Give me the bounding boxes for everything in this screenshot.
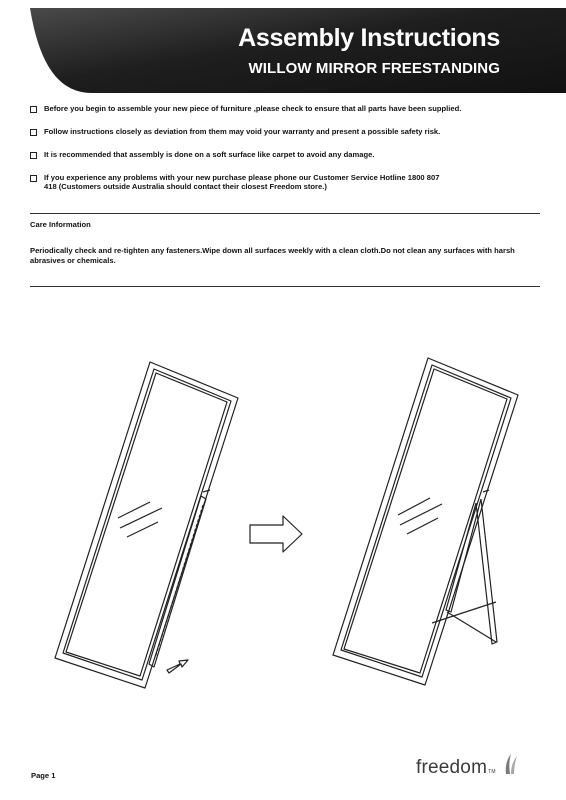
page-number: Page 1	[31, 771, 56, 780]
list-item	[30, 150, 550, 159]
mirror-folded-illustration	[55, 362, 238, 688]
product-name: WILLOW MIRROR FREESTANDING	[248, 60, 500, 77]
list-item	[30, 173, 444, 191]
logo-text: freedom	[416, 757, 488, 778]
freedom-logo	[416, 757, 496, 779]
list-item	[30, 127, 550, 136]
mirror-standing-illustration	[333, 358, 518, 685]
assembly-illustration	[0, 340, 566, 710]
checkbox-bullet-icon	[30, 152, 37, 159]
checkbox-bullet-icon	[30, 175, 37, 182]
checkbox-bullet-icon	[30, 106, 37, 113]
divider	[30, 213, 540, 214]
instruction-notes	[30, 104, 550, 205]
note-text: Before you begin to assemble your new piece of furniture ,please check to ensure that all parts have been supplied.	[44, 104, 462, 113]
next-step-arrow-icon	[250, 516, 302, 552]
checkbox-bullet-icon	[30, 129, 37, 136]
trademark: TM	[488, 769, 496, 775]
page-title: Assembly Instructions	[238, 24, 500, 52]
header-banner	[0, 0, 566, 95]
list-item	[30, 104, 550, 113]
care-text: Periodically check and re-tighten any fasteners.Wipe down all surfaces weekly with a clean cloth.Do not clean any surfaces with harsh abrasives or chemicals.	[30, 246, 515, 265]
divider	[30, 286, 540, 287]
leaf-logo-icon	[503, 752, 521, 776]
note-text: If you experience any problems with your new purchase please phone our Customer Service Hotline 1800 807 418 (Customers outside Australia should contact their closest Freedom store.)	[44, 173, 440, 191]
care-heading: Care Information	[30, 220, 91, 229]
note-text: Follow instructions closely as deviation from them may void your warranty and present a possible safety risk.	[44, 127, 441, 136]
note-text: It is recommended that assembly is done on a soft surface like carpet to avoid any damage.	[44, 150, 375, 159]
